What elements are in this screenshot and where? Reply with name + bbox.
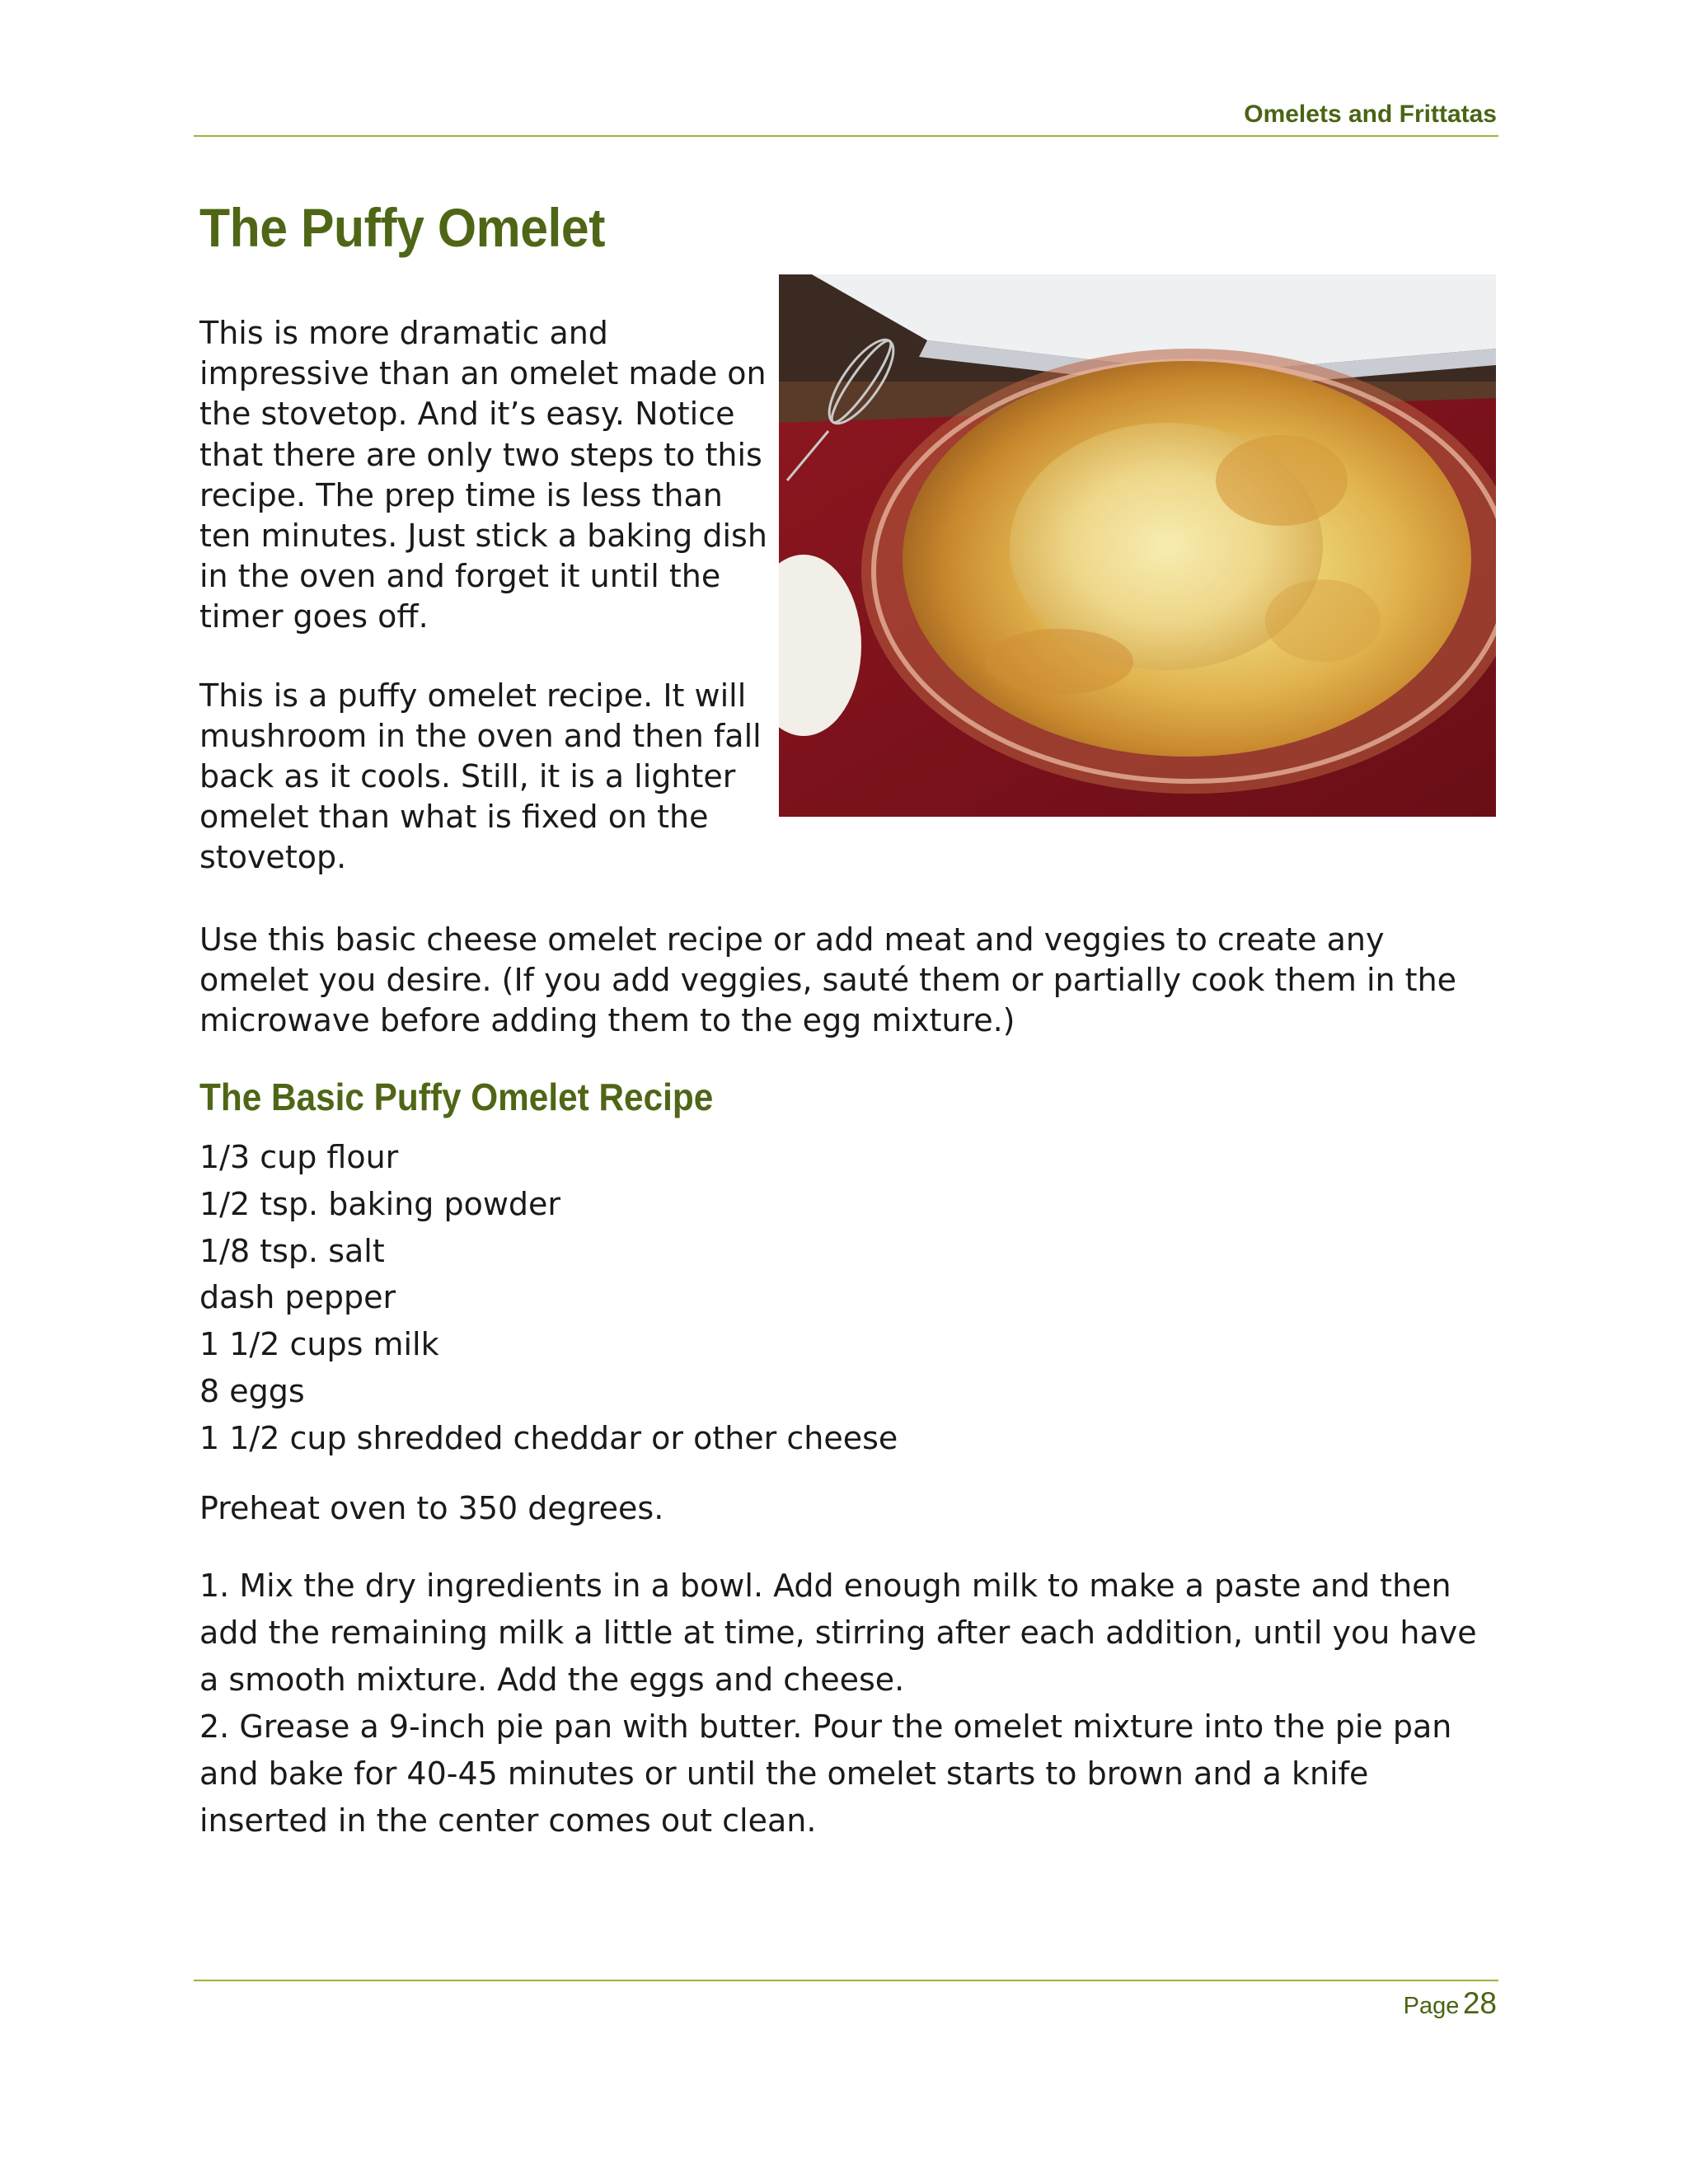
page-number	[1404, 1986, 1497, 2021]
ingredient-item: dash pepper	[199, 1279, 396, 1316]
footer-rule	[194, 1980, 1498, 1981]
ingredient-item: 1 1/2 cups milk	[199, 1326, 439, 1363]
recipe-step: 2. Grease a 9-inch pie pan with butter. Pour the omelet mixture into the pie pan and bake for 40-45 minutes or until the omelet starts to brown and a knife inserted in the center comes out clean.	[199, 1708, 1452, 1839]
intro-text	[199, 313, 776, 916]
recipe-steps	[199, 1563, 1502, 1844]
usage-paragraph: Use this basic cheese omelet recipe or add meat and veggies to create any omelet you desire. (If you add veggies, sauté them or partially cook them in the microwave before adding them to the egg mixture.)	[199, 921, 1457, 1038]
page-number-value: 28	[1462, 1986, 1497, 2020]
recipe-step: 1. Mix the dry ingredients in a bowl. Add enough milk to make a paste and then add the remaining milk a little at time, stirring after each addition, until you have a smooth mixture. Add the eggs and cheese.	[199, 1568, 1477, 1698]
recipe-heading: The Basic Puffy Omelet Recipe	[199, 1076, 714, 1118]
ingredient-item: 1/8 tsp. salt	[199, 1232, 385, 1269]
ingredient-item: 1/2 tsp. baking powder	[199, 1185, 561, 1222]
running-header: Omelets and Frittatas	[1244, 101, 1497, 128]
intro-paragraph: This is a puffy omelet recipe. It will mushroom in the oven and then fall back as it cools. Still, it is a lighter omelet than what is fixed on the stovetop.	[199, 677, 762, 876]
ingredient-item: 1/3 cup flour	[199, 1139, 399, 1175]
ingredient-list	[199, 1134, 898, 1462]
page-title: The Puffy Omelet	[199, 197, 605, 258]
header-rule	[194, 135, 1498, 137]
preheat-instruction: Preheat oven to 350 degrees.	[199, 1490, 664, 1526]
omelet-photo	[779, 274, 1496, 817]
page-label: Page	[1403, 1993, 1460, 2019]
ingredient-item: 8 eggs	[199, 1372, 305, 1409]
intro-paragraph: This is more dramatic and impressive than an omelet made on the stovetop. And it’s easy. Notice that there are only two steps to this recipe. The prep time is less than ten minutes. Just stick a baking dish in the oven and forget it until the timer goes off.	[199, 315, 767, 635]
ingredient-item: 1 1/2 cup shredded cheddar or other cheese	[199, 1419, 898, 1456]
